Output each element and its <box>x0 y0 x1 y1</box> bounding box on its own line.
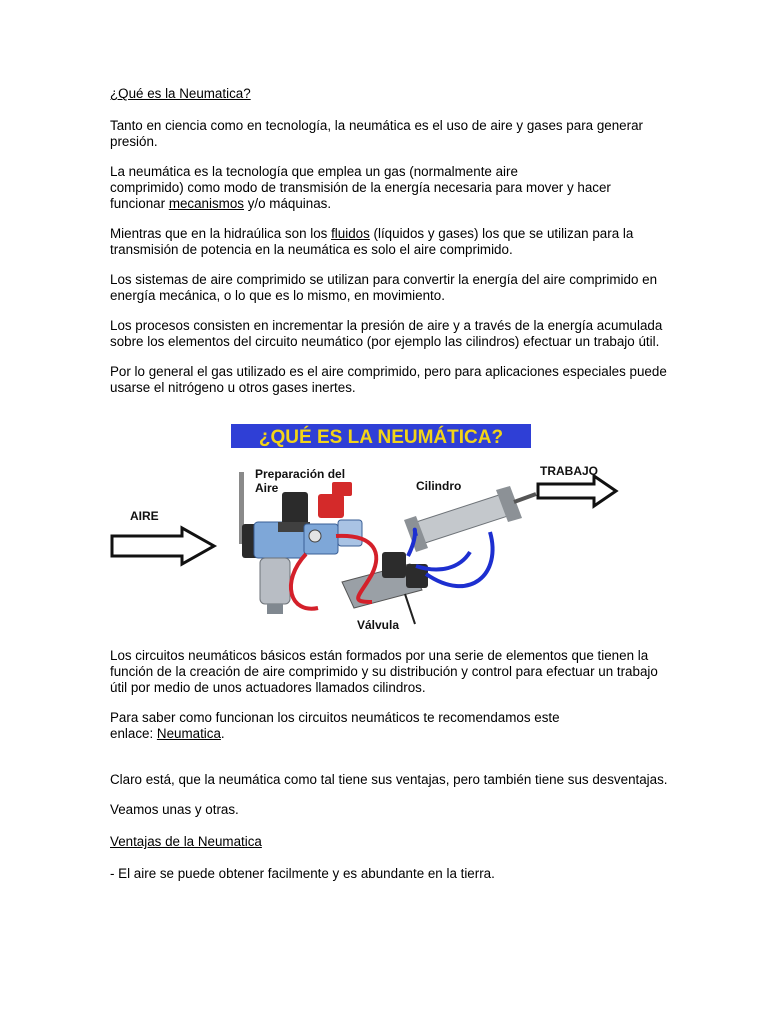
trabajo-label: TRABAJO <box>540 464 599 478</box>
paragraph-gas: Por lo general el gas utilizado es el aire comprimido, pero para aplicaciones especiales puede usarse el nitrógeno u otros gases inertes. <box>110 364 667 395</box>
valve-icon <box>342 552 428 624</box>
paragraph-processes: Los procesos consisten en incrementar la presión de aire y a través de la energía acumulada sobre los elementos del circuito neumático (por ejemplo las cilindros) efectuar un trabajo útil. <box>110 318 663 349</box>
paragraph-technology-line2: comprimido) como modo de transmisión de la energía necesaria para mover y hacer <box>110 180 611 195</box>
pneumatics-figure <box>110 424 658 636</box>
mecanismos-link[interactable]: mecanismos <box>168 196 244 211</box>
paragraph-lets-see: Veamos unas y otras. <box>110 802 239 817</box>
red-hose-lower <box>291 554 318 609</box>
paragraph-systems: Los sistemas de aire comprimido se utilizan para convertir la energía del aire comprimido en energía mecánica, o lo que es lo mismo, en movimiento. <box>110 272 658 303</box>
banner-title: ¿QUÉ ES LA NEUMÁTICA? <box>258 427 504 448</box>
ventajas-heading: Ventajas de la Neumatica <box>110 834 262 849</box>
document-page <box>110 86 670 882</box>
paragraph-technology-line1: La neumática es la tecnología que emplea un gas (normalmente aire <box>110 164 518 179</box>
air-preparation-unit-icon <box>242 482 362 614</box>
cilindro-label: Cilindro <box>416 479 462 493</box>
paragraph-technology <box>110 164 670 212</box>
fluidos-link[interactable]: fluidos <box>331 226 370 241</box>
paragraph-link-line1: Para saber como funcionan los circuitos neumáticos te recomendamos este <box>110 710 560 725</box>
paragraph-technology-post: y/o máquinas. <box>243 196 332 211</box>
preparacion-label-line1: Preparación del <box>255 467 346 481</box>
paragraph-link <box>110 710 670 742</box>
pneumatics-diagram <box>110 424 658 636</box>
neumatica-link[interactable]: Neumatica <box>156 726 221 741</box>
paragraph-advantages-intro: Claro está, que la neumática como tal tiene sus ventajas, pero también tiene sus desventajas. <box>110 772 668 787</box>
advantage-item-1: - El aire se puede obtener facilmente y es abundante en la tierra. <box>110 866 495 881</box>
paragraph-link-post: . <box>220 726 225 741</box>
valvula-label: Válvula <box>357 618 400 632</box>
preparacion-label-line2: Aire <box>255 481 279 495</box>
paragraph-hydraulics <box>110 226 670 258</box>
paragraph-technology-pre: funcionar <box>110 196 169 211</box>
paragraph-circuits: Los circuitos neumáticos básicos están formados por una serie de elementos que tienen la función de la creación de aire comprimido y su distribución y control para efectuar un trabajo útil por medio de unos actuadores llamados cilindros. <box>110 648 658 695</box>
aire-arrow-icon <box>112 528 214 564</box>
page-title: ¿Qué es la Neumatica? <box>110 86 251 101</box>
paragraph-link-pre: enlace: <box>110 726 157 741</box>
cylinder-icon <box>404 486 536 552</box>
aire-label: AIRE <box>130 509 159 523</box>
blue-hose-right <box>426 532 493 586</box>
paragraph-hydraulics-post: (líquidos y gases) los que se utilizan para la transmisión de potencia en la neumática es solo el aire comprimido. <box>110 226 634 257</box>
trabajo-arrow-icon <box>538 476 616 506</box>
paragraph-definition: Tanto en ciencia como en tecnología, la neumática es el uso de aire y gases para generar presión. <box>110 118 643 149</box>
paragraph-hydraulics-pre: Mientras que en la hidraúlica son los <box>110 226 332 241</box>
blue-hose-middle <box>416 552 470 570</box>
